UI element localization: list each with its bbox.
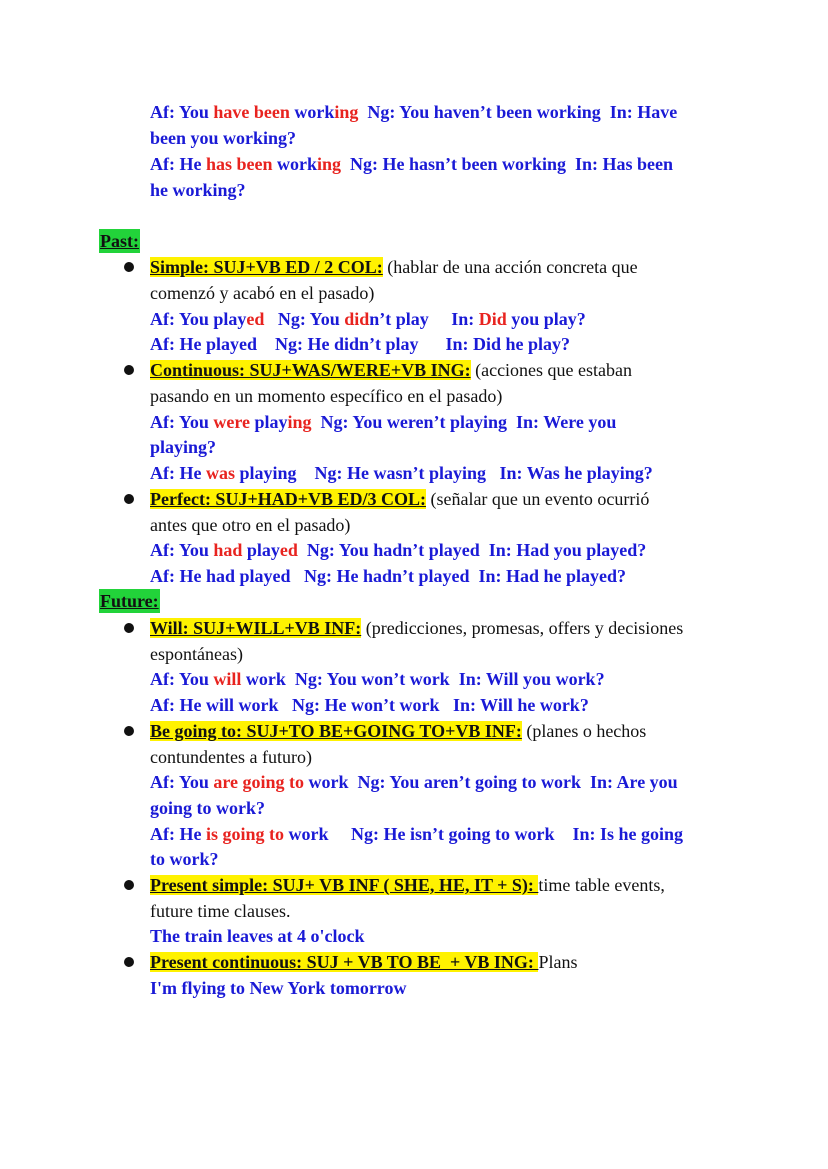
bullet-icon [124,623,134,633]
example-he-perfect-continuous: Af: He has been working Ng: He hasn’t been working In: Has been [150,154,674,174]
past-perfect-rule: Perfect: SUJ+HAD+VB ED/3 COL: [150,489,426,509]
example-he-past-simple: Af: He played Ng: He didn’t play In: Did he play? [150,334,571,354]
bullet-icon [124,726,134,736]
past-simple-desc: comenzó y acabó en el pasado) [150,283,375,303]
example-you-will: Af: You will work Ng: You won’t work In: Will you work? [150,669,605,689]
past-continuous-heading: Continuous: SUJ+WAS/WERE+VB ING: (acciones que estaban [150,360,633,380]
future-going-to-heading: Be going to: SUJ+TO BE+GOING TO+VB INF: (planes o hechos [150,721,647,741]
example-you-past-continuous: Af: You were playing Ng: You weren’t playing In: Were you [150,412,617,432]
future-will-desc: espontáneas) [150,644,243,664]
example-he-going-to-cont: to work? [150,849,219,869]
past-perfect-heading: Perfect: SUJ+HAD+VB ED/3 COL: (señalar que un evento ocurrió [150,489,650,509]
example-you-perfect-continuous: Af: You have been working Ng: You haven’t been working In: Have [150,102,678,122]
bullet-icon [124,365,134,375]
example-he-going-to: Af: He is going to work Ng: He isn’t going to work In: Is he going [150,824,684,844]
past-perfect-desc: antes que otro en el pasado) [150,515,351,535]
example-you-perfect-continuous-cont: been you working? [150,128,297,148]
past-simple-rule: Simple: SUJ+VB ED / 2 COL: [150,257,383,277]
example-he-will: Af: He will work Ng: He won’t work In: Will he work? [150,695,589,715]
section-header-future: Future: [100,591,159,611]
bullet-icon [124,494,134,504]
future-present-continuous-heading: Present continuous: SUJ + VB TO BE + VB ING: Plans [150,952,578,972]
example-he-past-perfect: Af: He had played Ng: He hadn’t played In: Had he played? [150,566,627,586]
past-continuous-desc: pasando en un momento específico en el pasado) [150,386,503,406]
bullet-icon [124,880,134,890]
future-going-to-rule: Be going to: SUJ+TO BE+GOING TO+VB INF: [150,721,522,741]
example-present-simple-future: The train leaves at 4 o'clock [150,926,365,946]
example-you-past-continuous-cont: playing? [150,437,217,457]
section-header-past: Past: [100,231,139,251]
future-will-rule: Will: SUJ+WILL+VB INF: [150,618,362,638]
past-simple-heading: Simple: SUJ+VB ED / 2 COL: (hablar de una acción concreta que [150,257,638,277]
bullet-icon [124,262,134,272]
example-you-past-simple: Af: You played Ng: You didn’t play In: Did you play? [150,309,586,329]
example-you-going-to-cont: going to work? [150,798,266,818]
example-you-going-to: Af: You are going to work Ng: You aren’t going to work In: Are you [150,772,678,792]
future-present-simple-rule: Present simple: SUJ+ VB INF ( SHE, HE, IT + S): [150,875,539,895]
example-he-past-continuous: Af: He was playing Ng: He wasn’t playing In: Was he playing? [150,463,653,483]
future-will-heading: Will: SUJ+WILL+VB INF: (predicciones, promesas, offers y decisiones [150,618,684,638]
future-going-to-desc: contundentes a futuro) [150,747,312,767]
future-present-simple-desc: future time clauses. [150,901,291,921]
example-you-past-perfect: Af: You had played Ng: You hadn’t played In: Had you played? [150,540,647,560]
bullet-icon [124,957,134,967]
example-he-perfect-continuous-cont: he working? [150,180,246,200]
example-present-continuous-future: I'm flying to New York tomorrow [150,978,407,998]
future-present-simple-heading: Present simple: SUJ+ VB INF ( SHE, HE, IT + S): time table events, [150,875,665,895]
past-continuous-rule: Continuous: SUJ+WAS/WERE+VB ING: [150,360,471,380]
future-present-continuous-rule: Present continuous: SUJ + VB TO BE + VB ING: [150,952,539,972]
